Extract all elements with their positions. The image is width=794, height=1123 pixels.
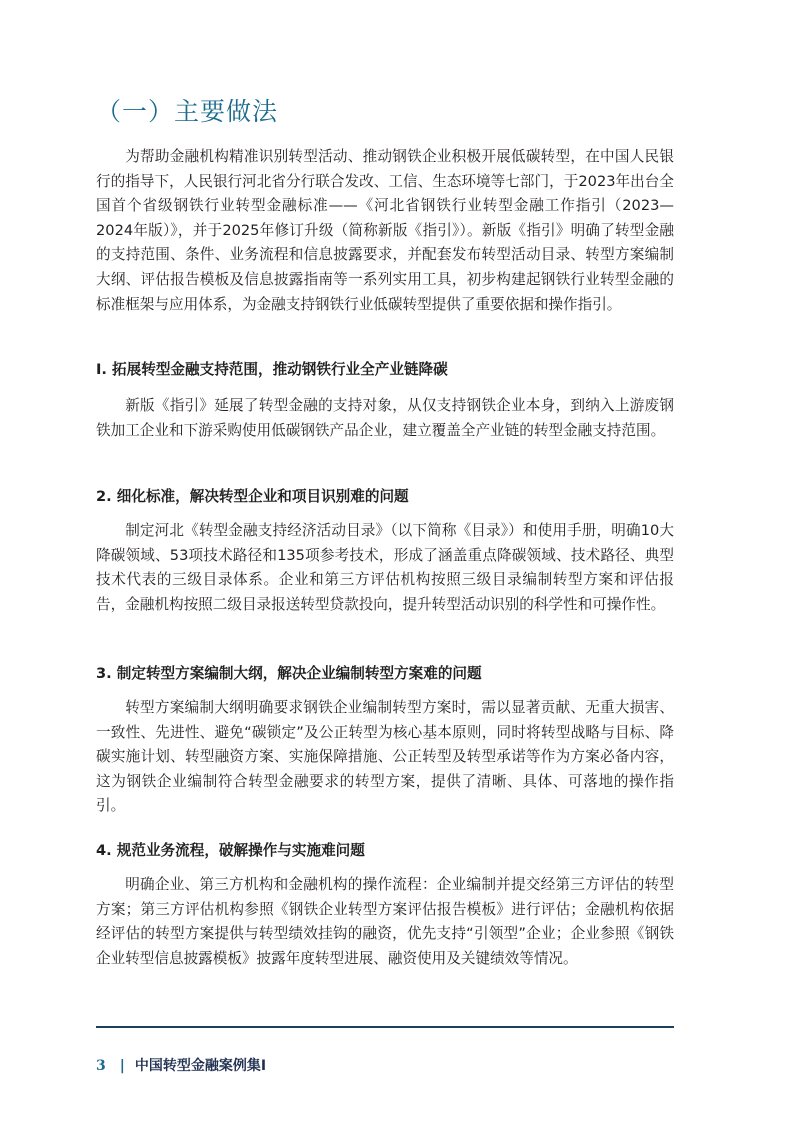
intro-paragraph: 为帮助金融机构精准识别转型活动、推动钢铁企业积极开展低碳转型，在中国人民银行的指导下，人民银行河北省分行联合发改、工信、生态环境等七部门，于2023年出台全国首个省级钢铁行业转型金融标准——《河北省钢铁行业转型金融工作指引（2023—2024年版）》，并于2025年修订升级（简称新版《指引》）。新版《指引》明确了转型金融的支持范围、条件、业务流程和信息披露要求，并配套发布转型活动目录、转型方案编制大纲、评估报告模板及信息披露指南等一系列实用工具，初步构建起钢铁行业转型金融的标准框架与应用体系，为金融支持钢铁行业低碳转型提供了重要依据和操作指引。 [96,148,674,313]
item-body-1: 新版《指引》延展了转型金融的支持对象，从仅支持钢铁企业本身，到纳入上游废钢铁加工企业和下游采购使用低碳钢铁产品企业，建立覆盖全产业链的转型金融支持范围。 [96,397,674,439]
item-body-3: 转型方案编制大纲明确要求钢铁企业编制转型方案时，需以显著贡献、无重大损害、一致性、先进性、避免“碳锁定”及公正转型为核心基本原则，同时将转型战略与目标、降碳实施计划、转型融资方案、实施保障措施、公正转型及转型承诺等作为方案必备内容，这为钢铁企业编制符合转型金融要求的转型方案，提供了清晰、具体、可落地的操作指引。 [96,699,674,815]
page-number: 3 [96,1058,106,1074]
footer-doc-title: 中国转型金融案例集I [134,1058,267,1074]
footer-separator: | [119,1058,125,1074]
item-body-4: 明确企业、第三方机构和金融机构的操作流程：企业编制并提交经第三方评估的转型方案；第三方评估机构参照《钢铁企业转型方案评估报告模板》进行评估；金融机构依据经评估的转型方案提供与转型绩效挂钩的融资，优先支持“引领型”企业；企业参照《钢铁企业转型信息披露模板》披露年度转型进展、融资使用及关键绩效等情况。 [96,876,674,967]
footer-divider [96,1026,674,1028]
item-heading-3: 3. 制定转型方案编制大纲，解决企业编制转型方案难的问题 [96,665,482,682]
item-heading-2: 2. 细化标准，解决转型企业和项目识别难的问题 [96,488,409,505]
item-heading-4: 4. 规范业务流程，破解操作与实施难问题 [96,842,365,859]
page-footer [96,1055,266,1075]
item-body-2: 制定河北《转型金融支持经济活动目录》（以下简称《目录》）和使用手册，明确10大降碳领域、53项技术路径和135项参考技术，形成了涵盖重点降碳领域、技术路径、典型技术代表的三级目录体系。企业和第三方评估机构按照三级目录编制转型方案和评估报告，金融机构按照二级目录报送转型贷款投向，提升转型活动识别的科学性和可操作性。 [96,522,674,613]
section-title: （一）主要做法 [96,97,279,126]
item-heading-1: I. 拓展转型金融支持范围，推动钢铁行业全产业链降碳 [96,361,448,378]
document-page [96,0,674,1123]
